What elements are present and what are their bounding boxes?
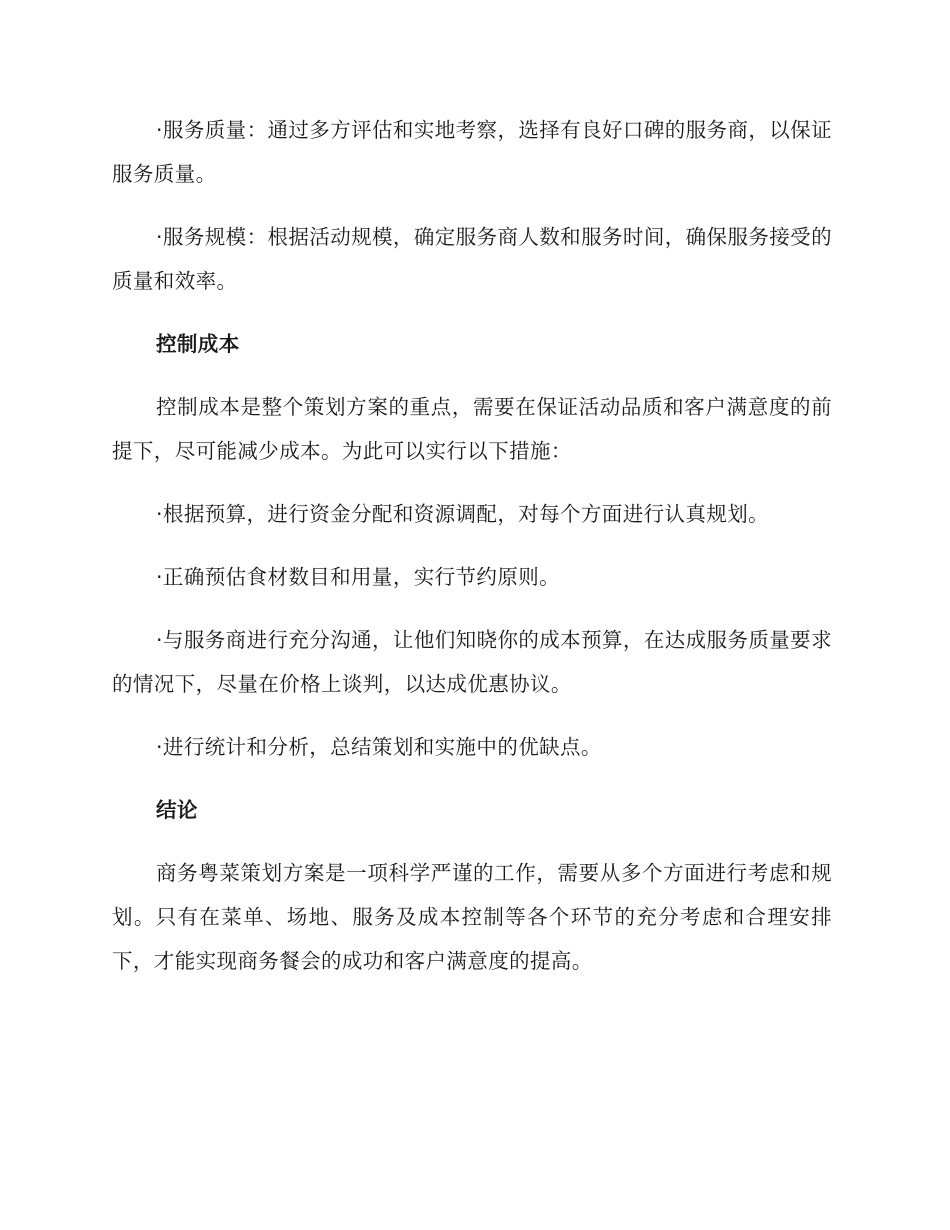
bullet-text: 与服务商进行充分沟通，让他们知晓你的成本预算，在达成服务质量要求的情况下，尽量在价格上谈判，以达成优惠协议。 [112,628,832,696]
bullet-text: 根据预算，进行资金分配和资源调配，对每个方面进行认真规划。 [162,502,770,526]
bullet-analysis [112,725,832,769]
bullet-dot: · [156,735,163,759]
bullet-text: 服务质量：通过多方评估和实地考察，选择有良好口碑的服务商，以保证服务质量。 [112,118,832,186]
conclusion-body: 商务粤菜策划方案是一项科学严谨的工作，需要从多个方面进行考虑和规划。只有在菜单、场地、服务及成本控制等各个环节的充分考虑和合理安排下，才能实现商务餐会的成功和客户满意度的提高。 [112,861,832,973]
bullet-dot: · [156,225,163,249]
bullet-text: 服务规模：根据活动规模，确定服务商人数和服务时间，确保服务接受的质量和效率。 [112,225,832,293]
bullet-dot: · [156,628,163,652]
heading-cost-control: 控制成本 [156,332,240,356]
bullet-budget [112,492,832,536]
bullet-text: 正确预估食材数目和用量，实行节约原则。 [162,565,561,589]
bullet-dot: · [156,118,163,142]
document-page [112,108,832,1002]
cost-control-intro: 控制成本是整个策划方案的重点，需要在保证活动品质和客户满意度的前提下，尽可能减少成本。为此可以实行以下措施： [112,395,832,463]
bullet-negotiation [112,618,832,706]
bullet-ingredients [112,555,832,599]
bullet-text: 进行统计和分析，总结策划和实施中的优缺点。 [162,735,602,759]
bullet-service-scale [112,215,832,303]
bullet-dot: · [156,502,163,526]
heading-conclusion: 结论 [156,798,198,822]
bullet-dot: · [156,565,163,589]
bullet-service-quality [112,108,832,196]
